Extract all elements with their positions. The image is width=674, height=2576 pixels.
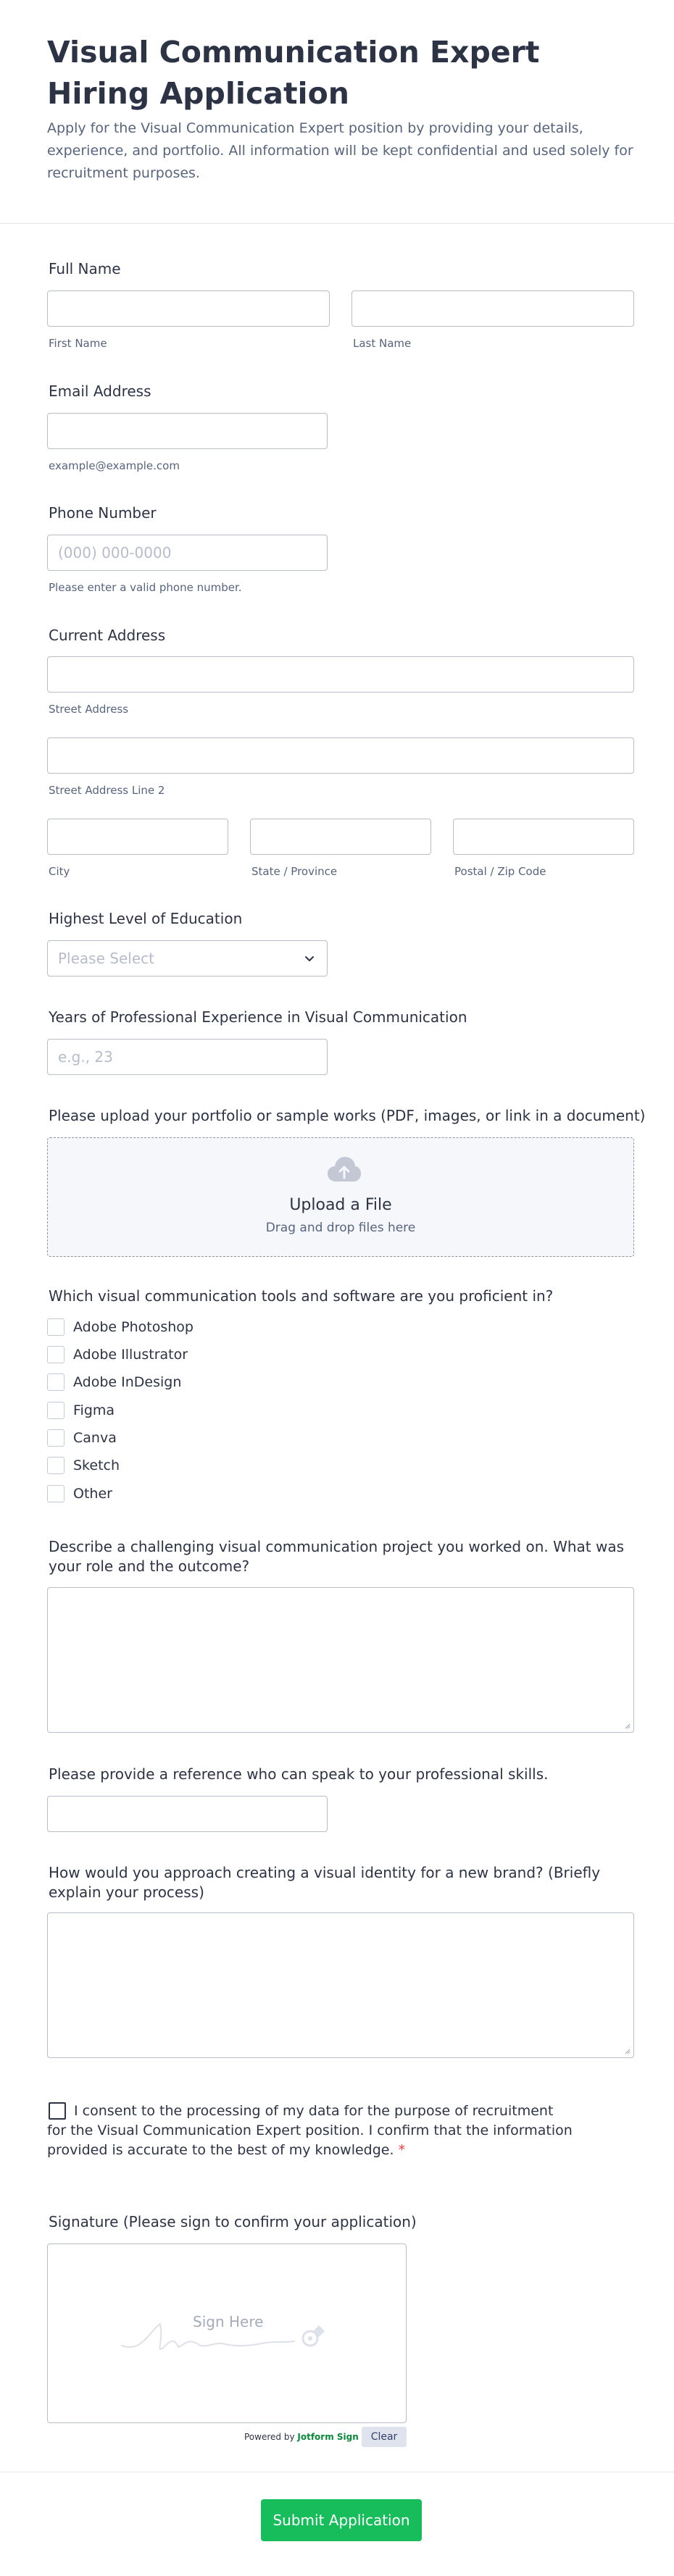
checkbox[interactable] xyxy=(47,1485,65,1502)
identity-textarea[interactable] xyxy=(47,1912,634,2058)
chevron-down-icon xyxy=(302,951,317,966)
first-name-input[interactable] xyxy=(47,290,330,327)
education-placeholder: Please Select xyxy=(58,950,154,967)
city-sublabel: City xyxy=(49,865,70,878)
tools-label: Which visual communication tools and software are you proficient in? xyxy=(49,1287,554,1305)
experience-placeholder: e.g., 23 xyxy=(58,1048,113,1066)
tool-option-label: Figma xyxy=(73,1402,115,1418)
email-input[interactable] xyxy=(47,413,328,449)
reference-label: Please provide a reference who can speak to your professional skills. xyxy=(49,1765,549,1783)
tool-option-label: Adobe Illustrator xyxy=(73,1347,188,1363)
required-asterisk: * xyxy=(398,2142,406,2158)
powered-by-text xyxy=(244,2432,359,2442)
city-input[interactable] xyxy=(47,819,228,855)
resize-handle-icon[interactable] xyxy=(623,1722,631,1729)
state-sublabel: State / Province xyxy=(251,865,338,878)
street-address-input[interactable] xyxy=(47,656,634,693)
phone-placeholder: (000) 000-0000 xyxy=(58,544,172,561)
resize-handle-icon[interactable] xyxy=(623,2047,631,2054)
identity-label: How would you approach creating a visual identity for a new brand? (Briefly explain your process) xyxy=(49,1864,601,1901)
project-textarea[interactable] xyxy=(47,1587,634,1733)
form-description: Apply for the Visual Communication Expert position by providing your details, experience, and portfolio. All information will be kept confidential and used solely for recruitment purposes. xyxy=(47,120,633,181)
consent-text-line3: provided is accurate to the best of my knowledge. xyxy=(47,2142,394,2158)
checkbox[interactable] xyxy=(47,1318,65,1336)
upload-subtitle: Drag and drop files here xyxy=(265,1221,416,1235)
last-name-sublabel: Last Name xyxy=(353,337,412,350)
phone-label: Phone Number xyxy=(49,504,157,522)
signature-label: Signature (Please sign to confirm your application) xyxy=(49,2213,417,2230)
experience-label: Years of Professional Experience in Visual Communication xyxy=(49,1008,467,1026)
email-label: Email Address xyxy=(49,382,151,400)
signature-placeholder: Sign Here xyxy=(193,2313,264,2330)
street-address-sublabel: Street Address xyxy=(49,703,129,716)
phone-sublabel: Please enter a valid phone number. xyxy=(49,581,242,594)
education-select[interactable] xyxy=(47,940,328,977)
zip-input[interactable] xyxy=(453,819,634,855)
consent-text-line3-wrapper xyxy=(47,2141,405,2160)
checkbox[interactable] xyxy=(47,1402,65,1419)
full-name-label: Full Name xyxy=(49,260,121,277)
checkbox[interactable] xyxy=(47,1346,65,1363)
consent-text-line1: I consent to the processing of my data for the purpose of recruitment xyxy=(74,2103,554,2119)
powered-by-label: Powered by xyxy=(244,2432,295,2442)
street-address-line2-sublabel: Street Address Line 2 xyxy=(49,784,165,797)
address-label: Current Address xyxy=(49,627,166,644)
experience-input[interactable] xyxy=(47,1039,328,1075)
project-label: Describe a challenging visual communication project you worked on. What was your role and the outcome? xyxy=(49,1538,625,1575)
signature-clear-button[interactable]: Clear xyxy=(362,2427,407,2447)
street-address-line2-input[interactable] xyxy=(47,737,634,774)
first-name-sublabel: First Name xyxy=(49,337,107,350)
portfolio-label: Please upload your portfolio or sample works (PDF, images, or link in a document) xyxy=(49,1107,646,1124)
header-divider xyxy=(0,223,674,224)
jotform-sign-brand[interactable]: Jotform Sign xyxy=(297,2432,359,2442)
tool-option-label: Other xyxy=(73,1486,112,1502)
tool-option-label: Adobe Photoshop xyxy=(73,1319,194,1335)
checkbox[interactable] xyxy=(47,1429,65,1447)
upload-title: Upload a File xyxy=(289,1196,392,1214)
form-title: Visual Communication Expert Hiring Application xyxy=(47,35,540,111)
checkbox[interactable] xyxy=(47,1373,65,1391)
phone-input[interactable] xyxy=(47,535,328,571)
submit-button[interactable]: Submit Application xyxy=(261,2499,422,2541)
tool-option-label: Sketch xyxy=(73,1458,120,1473)
state-input[interactable] xyxy=(250,819,431,855)
tool-option-label: Canva xyxy=(73,1430,117,1446)
file-upload-dropzone[interactable] xyxy=(47,1137,634,1257)
last-name-input[interactable] xyxy=(351,290,634,327)
zip-sublabel: Postal / Zip Code xyxy=(454,865,546,878)
tool-option-label: Adobe InDesign xyxy=(73,1374,182,1390)
checkbox[interactable] xyxy=(47,1457,65,1474)
consent-checkbox[interactable] xyxy=(49,2102,66,2120)
reference-input[interactable] xyxy=(47,1796,328,1832)
cloud-upload-icon xyxy=(327,1155,362,1184)
email-sublabel: example@example.com xyxy=(49,459,180,472)
signature-pad[interactable] xyxy=(47,2243,407,2423)
consent-text-line2: for the Visual Communication Expert position. I confirm that the information xyxy=(47,2123,573,2138)
education-label: Highest Level of Education xyxy=(49,910,243,927)
